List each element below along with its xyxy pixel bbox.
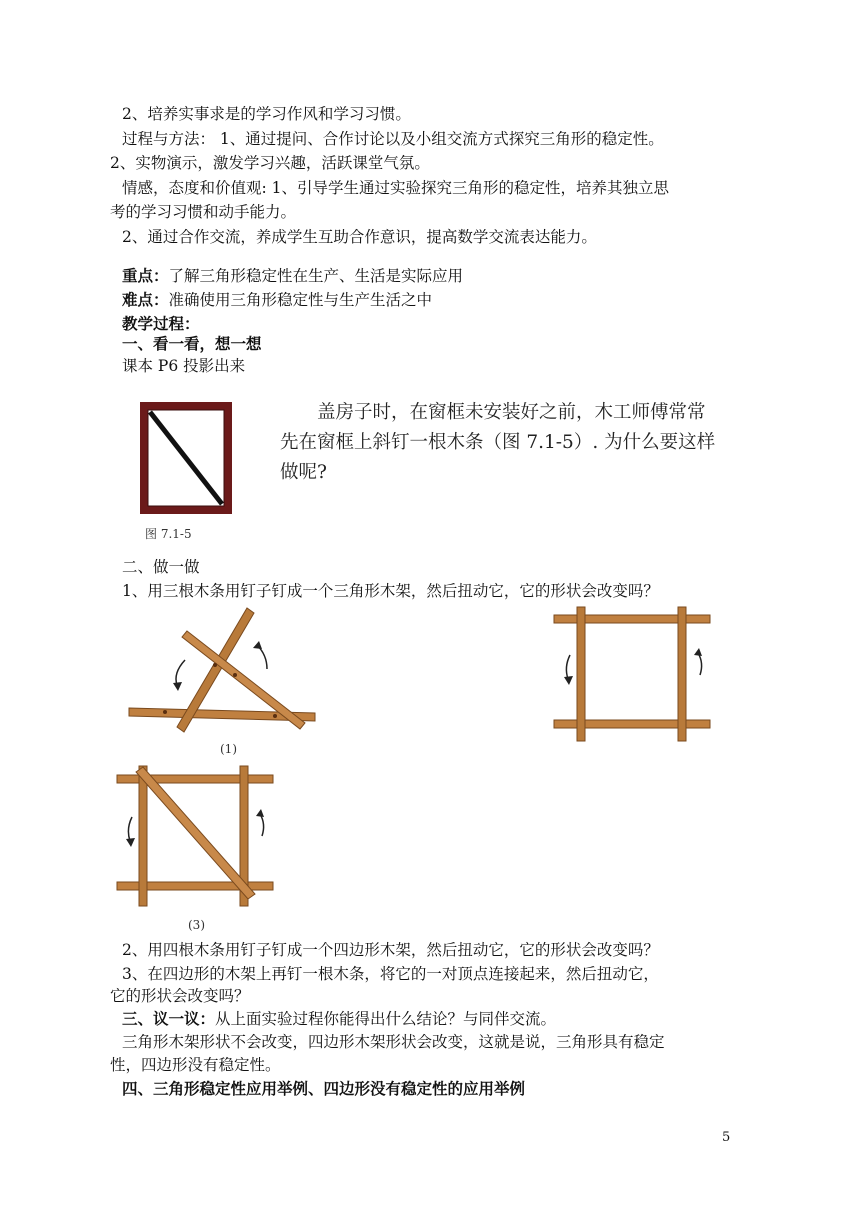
figure-caption: 图 7.1-5 xyxy=(145,527,192,541)
question-2: 2、用四根木条用钉子钉成一个四边形木架，然后扭动它，它的形状会改变吗？ xyxy=(122,941,659,959)
section-3-label: 三、议一议： xyxy=(122,1009,216,1028)
difficulty-point xyxy=(122,289,432,311)
section-1-heading: 一、看一看，想一想 xyxy=(122,334,262,353)
process-method-line: 过程与方法： 1、通过提问、合作讨论以及小组交流方式探究三角形的稳定性。 xyxy=(122,130,664,148)
caption-3: (3) xyxy=(188,918,205,932)
section-2-heading: 二、做一做 xyxy=(122,558,200,576)
square-frame-figure xyxy=(550,605,715,745)
window-frame-figure xyxy=(138,400,234,516)
conclusion-line: 三角形木架形状不会改变，四边形木架形状会改变，这就是说，三角形具有稳定 xyxy=(122,1033,665,1051)
figure-text-line-1: 盖房子时，在窗框未安装好之前，木工师傅常常 xyxy=(317,402,706,423)
rotate-right-arrow-icon xyxy=(260,814,264,836)
figure-text-block xyxy=(280,398,715,488)
key-point-text: 了解三角形稳定性在生产、生活是实际应用 xyxy=(168,267,464,285)
braced-square-frame-figure xyxy=(112,762,277,912)
triangle-frame-figure xyxy=(125,605,320,735)
difficulty-text: 准确使用三角形稳定性与生产生活之中 xyxy=(168,291,433,309)
teaching-process-heading: 教学过程： xyxy=(122,314,200,333)
conclusion-line-cont: 性，四边形没有稳定性。 xyxy=(110,1056,281,1074)
attitude-line-cont: 考的学习习惯和动手能力。 xyxy=(110,203,297,221)
difficulty-label: 难点： xyxy=(122,290,169,309)
rotate-left-arrow-icon xyxy=(128,817,132,841)
figure-text-line-2: 先在窗框上斜钉一根木条（图 7.1-5）. 为什么要这样 xyxy=(280,432,716,453)
key-point xyxy=(122,265,463,287)
process-method-line-2: 2、实物演示，激发学习兴趣，活跃课堂气氛。 xyxy=(110,154,430,172)
goal-line-2: 2、培养实事求是的学习作风和学习习惯。 xyxy=(122,105,411,123)
caption-1: (1) xyxy=(220,742,237,756)
key-point-label: 重点： xyxy=(122,266,169,285)
rotate-left-arrow-icon xyxy=(566,655,570,679)
attitude-line-2: 2、通过合作交流，养成学生互助合作意识，提高数学交流表达能力。 xyxy=(122,228,597,246)
attitude-line: 情感，态度和价值观: 1、引导学生通过实验探究三角形的稳定性，培养其独立思 xyxy=(122,179,670,197)
section-3 xyxy=(122,1008,556,1030)
figure-text-line-3: 做呢? xyxy=(280,462,327,483)
question-3: 3、在四边形的木架上再钉一根木条，将它的一对顶点连接起来，然后扭动它， xyxy=(122,965,659,983)
rotate-right-arrow-icon xyxy=(698,653,702,675)
textbook-p6-line: 课本 P6 投影出来 xyxy=(122,357,246,375)
question-1: 1、用三根木条用钉子钉成一个三角形木架，然后扭动它，它的形状会改变吗？ xyxy=(122,582,659,600)
question-3-cont: 它的形状会改变吗？ xyxy=(110,987,250,1005)
page-number: 5 xyxy=(722,1130,731,1145)
rotate-left-arrow-icon xyxy=(176,660,185,685)
section-3-text: 从上面实验过程你能得出什么结论？与同伴交流。 xyxy=(215,1010,557,1028)
section-4-heading: 四、三角形稳定性应用举例、四边形没有稳定性的应用举例 xyxy=(122,1079,526,1098)
